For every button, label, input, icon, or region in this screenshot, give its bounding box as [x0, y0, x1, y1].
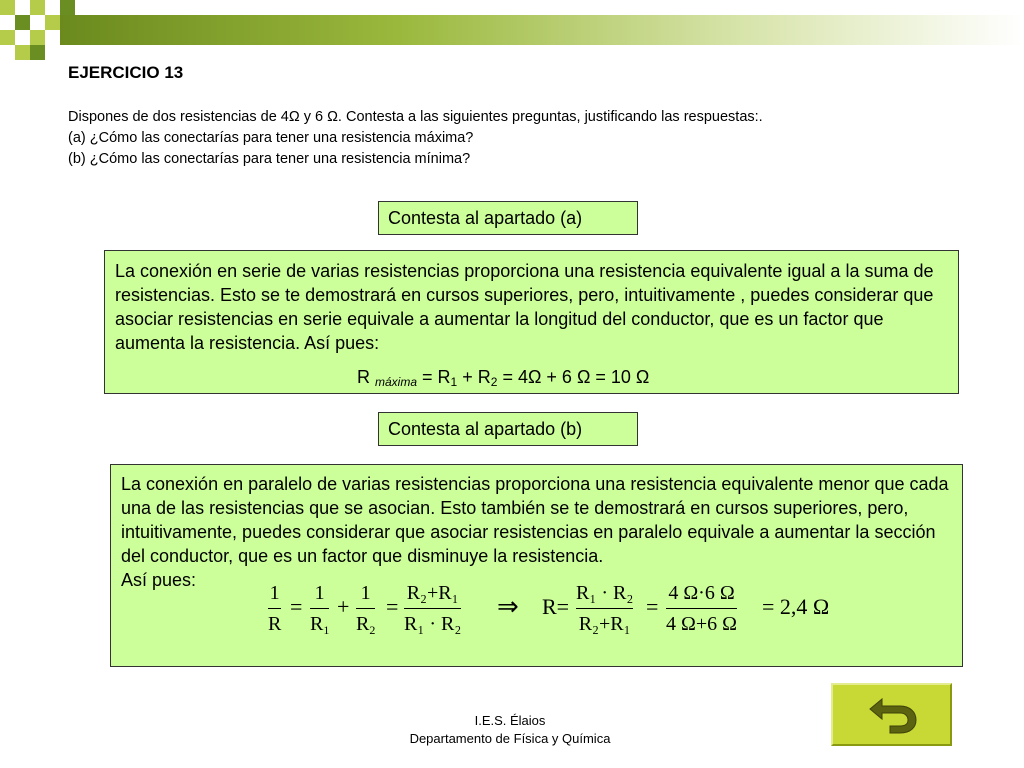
decor-square: [30, 0, 45, 15]
decor-square: [0, 30, 15, 45]
answer-b-text-2: Así pues:: [121, 570, 197, 590]
denominator: R₁ · R₂: [404, 613, 462, 635]
return-arrow-icon: [868, 695, 918, 735]
denominator: $R_1$: [310, 613, 330, 637]
statement-line: Dispones de dos resistencias de 4Ω y 6 Ω. Contesta a las siguientes preguntas, justificando las respuestas:.: [68, 109, 763, 125]
formula-symbol: R: [357, 367, 370, 387]
decor-square: [0, 0, 15, 15]
department-name: Departamento de Física y Química: [409, 731, 611, 746]
numerator: 4 Ω·6 Ω: [668, 582, 735, 604]
fraction-numeric-values: [666, 580, 737, 637]
fraction-sum-over-product: [404, 580, 461, 637]
numerator: 1: [269, 582, 280, 604]
statement-line: (a) ¿Cómo las conectarías para tener una resistencia máxima?: [68, 130, 474, 146]
return-button[interactable]: [831, 683, 952, 746]
denominator: 4 Ω+6 Ω: [666, 613, 738, 635]
answer-a-label: Contesta al apartado (a): [378, 201, 638, 235]
numerator: 1: [314, 582, 325, 604]
fraction-product-over-sum: [576, 580, 633, 637]
denominator: $R_2$: [356, 613, 376, 637]
fraction-1-over-R1: [310, 580, 329, 643]
denominator: R: [268, 613, 282, 635]
exercise-statement: [68, 107, 763, 170]
decor-square: [45, 15, 60, 30]
school-name: I.E.S. Élaios: [474, 713, 546, 728]
formula-part: = 4Ω + 6 Ω = 10 Ω: [497, 367, 650, 387]
answer-b-box: [110, 464, 963, 667]
decor-square: [60, 0, 75, 15]
decor-square: [15, 15, 30, 30]
implies-arrow: ⇒: [497, 592, 519, 621]
formula-subscript: máxima: [375, 375, 418, 389]
decor-square: [30, 45, 45, 60]
header-gradient-bar: [60, 15, 1024, 45]
numerator: 1: [360, 582, 371, 604]
answer-a-formula: [357, 367, 649, 389]
fraction-1-over-R: [268, 580, 281, 637]
equals-sign: =: [646, 594, 659, 619]
answer-a-text: La conexión en serie de varias resistencias proporciona una resistencia equivalente igual a la suma de resistencias. Esto se te demostrará en cursos superiores, pero, intuitivamente , puedes considerar que asociar resistencias en serie equivale a aumentar la longitud del conductor, que es un factor que aumenta la resistencia. Así pues:: [115, 261, 934, 353]
formula-result: = 2,4 Ω: [762, 594, 830, 619]
equals-sign: =: [290, 594, 303, 619]
numerator: R₁ · R₂: [576, 582, 634, 604]
answer-b-label: Contesta al apartado (b): [378, 412, 638, 446]
exercise-title: EJERCICIO 13: [68, 63, 184, 82]
answer-b-text: La conexión en paralelo de varias resistencias proporciona una resistencia equivalente menor que cada una de las resistencias que se asocian. Esto también se te demostrará en cursos superiores, pero, intuitivamente, puedes considerar que asociar resistencias en paralelo equivale a aumentar la sección del conductor, que es un factor que disminuye la resistencia.: [121, 474, 949, 566]
formula-subscript: 1: [450, 375, 458, 389]
denominator: R₂+R₁: [578, 613, 631, 635]
formula-part: + R: [457, 367, 491, 387]
equivalent-resistance-symbol: R=: [542, 594, 570, 619]
statement-line: (b) ¿Cómo las conectarías para tener una resistencia mínima?: [68, 151, 471, 167]
plus-sign: +: [337, 594, 350, 619]
equals-sign: =: [386, 594, 399, 619]
numerator: R₂+R₁: [406, 582, 459, 604]
fraction-1-over-R2: [356, 580, 375, 643]
decor-square: [15, 45, 30, 60]
decor-square: [30, 30, 45, 45]
footer: [360, 712, 660, 748]
formula-subscript: 2: [490, 375, 498, 389]
formula-part: = R: [417, 367, 451, 387]
